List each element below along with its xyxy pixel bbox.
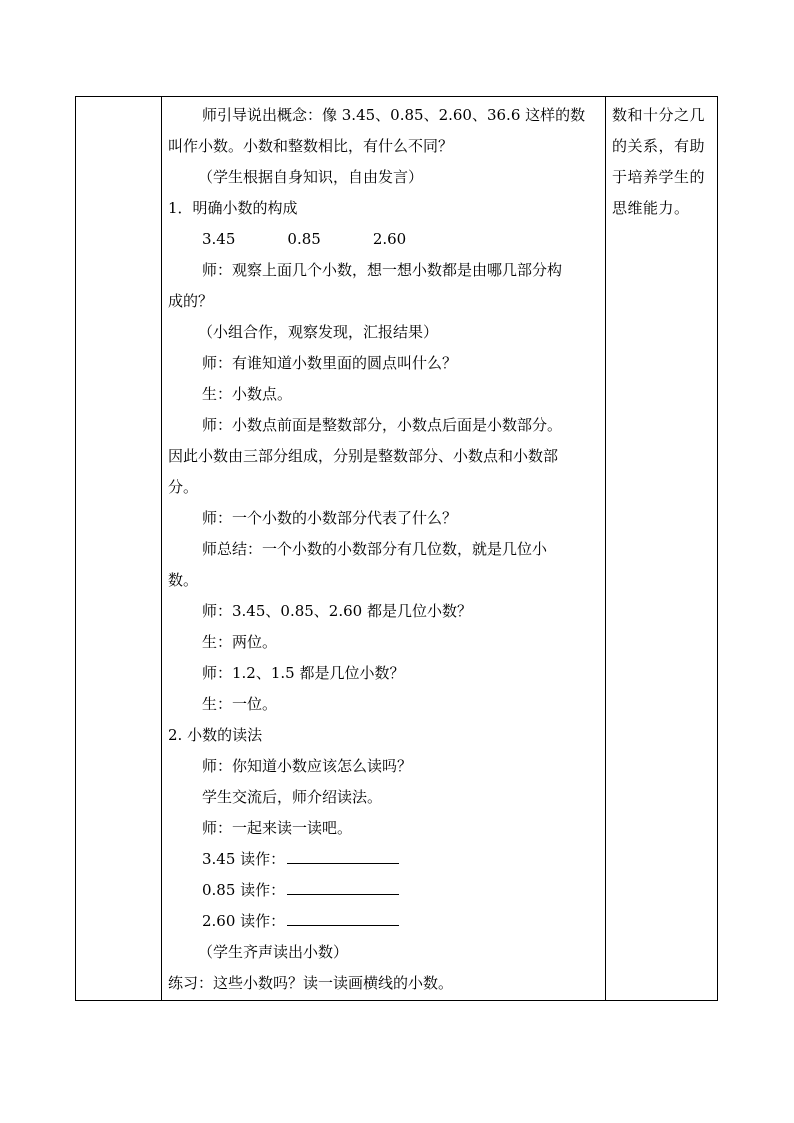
reading-prompt: 0.85 读作： [202,881,286,899]
answer-blank[interactable] [287,876,399,895]
decimal-example: 2.60 [372,230,407,248]
text-line: 师总结：一个小数的小数部分有几位数，就是几位小 [202,540,548,558]
text-line: （小组合作，观察发现，汇报结果） [198,323,439,341]
decimal-example: 3.45 [202,230,236,248]
text-line: 生：两位。 [202,633,278,651]
reading-prompt: 2.60 读作： [202,912,286,930]
text-line [168,875,603,906]
table-column-divider [605,97,606,1000]
design-intent-line: 的关系，有助 [612,137,706,155]
text-line [168,906,603,937]
answer-blank[interactable] [287,845,399,864]
design-intent-line: 思维能力。 [612,199,690,217]
text-line: 数。 [168,571,199,589]
decimal-example: 0.85 [287,230,321,248]
text-line: 生：小数点。 [202,385,293,403]
text-line: 师：观察上面几个小数，想一想小数都是由哪几部分构 [202,261,563,279]
text-line: 师：一起来读一读吧。 [202,819,353,837]
text-line: 学生交流后，师介绍读法。 [202,788,383,806]
text-line: 分。 [168,478,199,496]
text-line: 师：你知道小数应该怎么读吗？ [202,757,413,775]
text-line: 师：1.2、1.5 都是几位小数？ [202,664,405,682]
table-column-divider [161,97,162,1000]
text-line [168,844,603,875]
text-line: 师：小数点前面是整数部分，小数点后面是小数部分。 [202,416,563,434]
text-line: 2. 小数的读法 [168,726,263,744]
design-intent-cell [612,100,716,224]
text-line: 成的？ [168,292,214,310]
text-line: 练习：这些小数吗？读一读画横线的小数。 [168,974,454,992]
text-line: 师：有谁知道小数里面的圆点叫什么？ [202,354,458,372]
reading-prompt: 3.45 读作： [202,850,286,868]
text-line: 师：一个小数的小数部分代表了什么？ [202,509,458,527]
text-line [168,224,603,255]
text-line: 师：3.45、0.85、2.60 都是几位小数？ [202,602,472,620]
text-line: （学生齐声读出小数） [198,943,349,961]
teaching-process-cell [168,100,603,999]
design-intent-line: 数和十分之几 [612,106,706,124]
text-line: （学生根据自身知识，自由发言） [198,168,424,186]
text-line: 师引导说出概念：像 3.45、0.85、2.60、36.6 这样的数 [202,106,586,124]
text-line: 叫作小数。小数和整数相比，有什么不同？ [168,137,454,155]
design-intent-line: 于培养学生的 [612,168,706,186]
answer-blank[interactable] [287,907,399,926]
text-line: 因此小数由三部分组成，分别是整数部分、小数点和小数部 [168,447,559,465]
lesson-table [75,96,718,1001]
text-line: 生：一位。 [202,695,278,713]
text-line: 1．明确小数的构成 [168,199,298,217]
